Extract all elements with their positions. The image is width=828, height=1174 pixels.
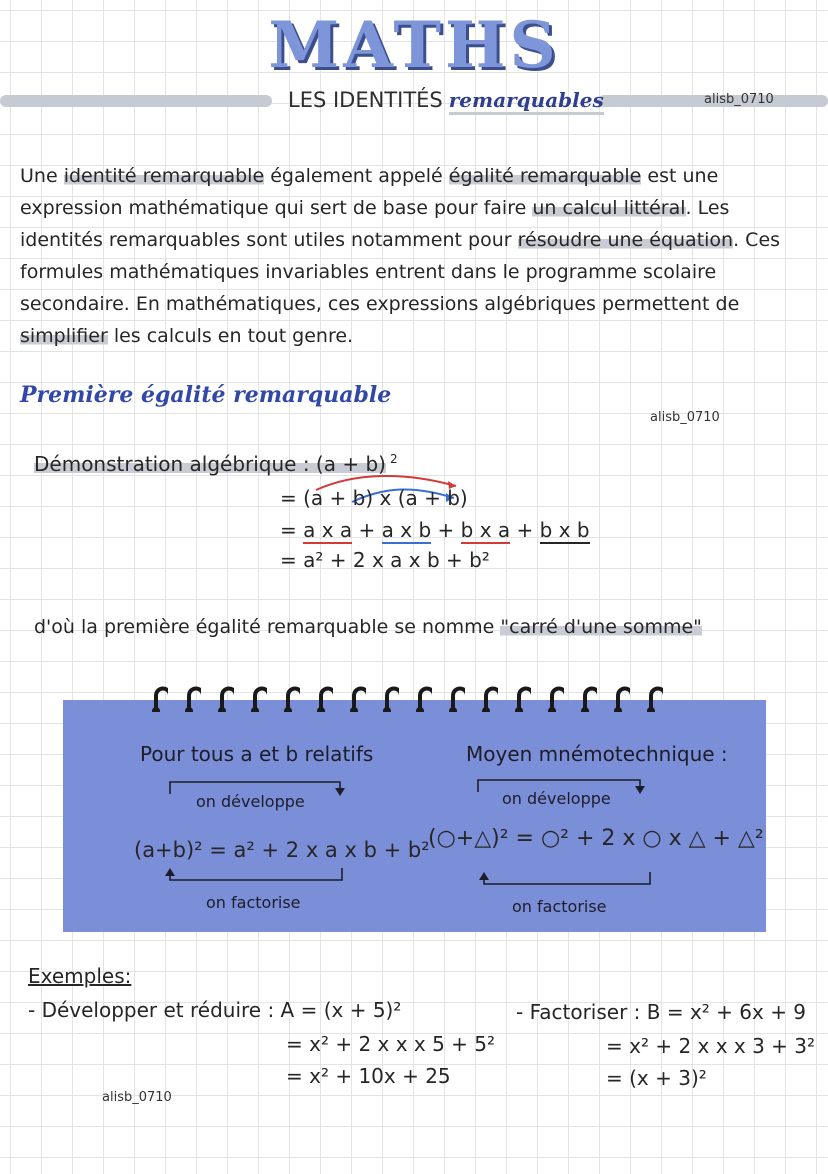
intro-text: est une expression mathématique qui sert de base pour faire: [20, 165, 719, 219]
author-signature: alisb_0710: [650, 410, 720, 425]
term: b x b: [539, 518, 590, 542]
intro-paragraph: [20, 160, 800, 352]
example-develop-line-3: = x² + 10x + 25: [286, 1064, 451, 1088]
demo-line-3: = a² + 2 x a x b + b²: [280, 548, 490, 572]
identity-formula: (a+b)² = a² + 2 x a x b + b²: [134, 838, 430, 862]
example-factor-line-2: = x² + 2 x x x 3 + 3²: [606, 1034, 816, 1058]
page-title: MATHS: [268, 8, 560, 83]
intro-highlight: un calcul littéral: [532, 197, 686, 219]
spiral-ring: [414, 682, 432, 712]
spiral-ring: [282, 682, 300, 712]
intro-text: les calculs en tout genre.: [107, 325, 354, 347]
term: a x a: [303, 518, 353, 542]
factor-label-right: on factorise: [512, 897, 607, 916]
term: +: [510, 518, 540, 542]
term: b x a: [460, 518, 511, 542]
examples-title: Exemples:: [28, 964, 132, 988]
spiral-ring: [249, 682, 267, 712]
spiral-ring: [579, 682, 597, 712]
demo-line-2: [280, 518, 590, 542]
term: =: [280, 518, 304, 542]
factor-arrow-left: [160, 866, 350, 886]
spiral-ring: [546, 682, 564, 712]
demo-label-text: Démonstration algébrique : (a + b): [34, 452, 386, 476]
spiral-ring: [381, 682, 399, 712]
intro-text: Une: [20, 165, 64, 187]
intro-highlight: identité remarquable: [63, 165, 265, 187]
author-signature: alisb_0710: [102, 1090, 172, 1105]
example-factor-line-3: = (x + 3)²: [606, 1066, 707, 1090]
card-heading-left: Pour tous a et b relatifs: [140, 742, 374, 766]
section-title: Première égalité remarquable: [20, 382, 392, 408]
spiral-ring: [645, 682, 663, 712]
spiral-ring: [216, 682, 234, 712]
intro-text: . Ces formules mathématiques invariables entrent dans le programme scolaire secondaire. En mathématiques, ces expressions algébriques permettent de: [20, 229, 781, 315]
develop-label-left: on développe: [196, 792, 305, 811]
subtitle-main: LES IDENTITÉS: [288, 88, 443, 112]
spiral-ring: [183, 682, 201, 712]
mnemonic-formula: (○+△)² = ○² + 2 x ○ x △ + △²: [428, 826, 764, 851]
conclusion: [34, 616, 702, 638]
intro-highlight: résoudre une équation: [517, 229, 734, 251]
spiral-ring: [612, 682, 630, 712]
card-heading-right: Moyen mnémotechnique :: [466, 742, 728, 766]
spiral-ring: [315, 682, 333, 712]
example-factor-line-1: - Factoriser : B = x² + 6x + 9: [516, 1000, 807, 1024]
intro-highlight: simplifier: [20, 325, 108, 347]
example-develop-line-2: = x² + 2 x x x 5 + 5²: [286, 1032, 496, 1056]
spiral-ring: [150, 682, 168, 712]
develop-label-right: on développe: [502, 789, 611, 808]
conclusion-quote: "carré d'une somme": [500, 616, 702, 638]
term: a x b: [381, 518, 432, 542]
spiral-ring: [447, 682, 465, 712]
demo-line-1: = (a + b) x (a + b): [280, 486, 468, 510]
example-develop-line-1: - Développer et réduire : A = (x + 5)²: [28, 998, 402, 1022]
spiral-ring: [513, 682, 531, 712]
demo-exponent: 2: [389, 452, 398, 467]
summary-card: [63, 700, 766, 932]
spiral-ring: [348, 682, 366, 712]
page-subtitle: [288, 88, 604, 112]
factor-arrow-right: [474, 870, 654, 890]
title-divider-left: [0, 95, 272, 107]
intro-text: également appelé: [264, 165, 449, 187]
factor-label-left: on factorise: [206, 893, 301, 912]
subtitle-script: remarquables: [449, 88, 604, 115]
author-signature: alisb_0710: [704, 92, 774, 107]
term: +: [352, 518, 382, 542]
spiral-ring: [480, 682, 498, 712]
intro-text: . Les identités remarquables sont utiles notamment pour: [20, 197, 730, 251]
term: +: [431, 518, 461, 542]
intro-highlight: égalité remarquable: [448, 165, 642, 187]
conclusion-text: d'où la première égalité remarquable se nomme: [34, 616, 501, 638]
